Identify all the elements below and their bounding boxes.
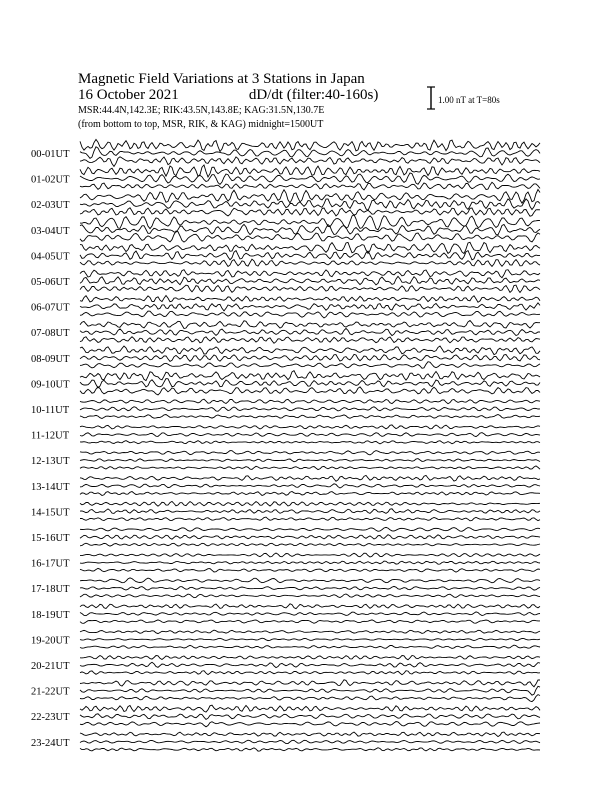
chart-title: Magnetic Field Variations at 3 Stations in Japan: [78, 71, 365, 87]
trace-msr: [80, 259, 540, 266]
hour-label: 08-09UT: [31, 353, 70, 365]
trace-rik: [80, 224, 540, 234]
trace-msr: [80, 441, 540, 444]
trace-kag: [80, 604, 540, 609]
trace-rik: [80, 354, 540, 361]
trace-msr: [80, 695, 540, 702]
hour-label: 10-11UT: [31, 405, 70, 416]
scale-label: 1.00 nT at T=80s: [438, 95, 500, 105]
trace-msr: [80, 285, 540, 292]
trace-rik: [80, 638, 540, 640]
trace-rik: [80, 484, 540, 488]
station-coordinates: MSR:44.4N,142.3E; RIK:43.5N,143.8E; KAG:31.5N,130.7E: [78, 105, 325, 116]
trace-kag: [80, 215, 540, 230]
hour-label: 17-18UT: [31, 584, 70, 596]
trace-msr: [80, 362, 540, 369]
trace-rik: [80, 535, 540, 540]
trace-msr: [80, 671, 540, 675]
hour-label: 05-06UT: [31, 277, 70, 288]
trace-msr: [80, 748, 540, 751]
station-order-note: (from bottom to top, MSR, RIK, & KAG) midnight=1500UT: [78, 119, 324, 130]
trace-kag: [80, 425, 540, 429]
trace-kag: [80, 656, 540, 660]
trace-rik: [80, 251, 540, 260]
trace-msr: [80, 311, 540, 318]
trace-kag: [80, 139, 540, 151]
trace-rik: [80, 433, 540, 437]
hour-label: 04-05UT: [31, 251, 70, 263]
hour-label: 12-13UT: [31, 456, 70, 468]
hour-label: 18-19UT: [31, 609, 70, 621]
trace-kag: [80, 732, 540, 737]
hour-label: 11-12UT: [31, 430, 70, 442]
trace-msr: [80, 543, 540, 546]
hour-label: 07-08UT: [31, 328, 70, 340]
trace-rik: [80, 379, 540, 388]
trace-msr: [80, 492, 540, 496]
trace-rik: [80, 740, 540, 743]
hour-label: 21-22UT: [31, 686, 70, 698]
trace-rik: [80, 686, 540, 695]
hour-label: 20-21UT: [31, 661, 70, 672]
trace-msr: [80, 387, 540, 395]
trace-rik: [80, 509, 540, 514]
trace-msr: [80, 594, 540, 598]
trace-msr: [80, 620, 540, 623]
trace-msr: [80, 157, 540, 167]
hour-label: 15-16UT: [31, 533, 70, 544]
trace-rik: [80, 328, 540, 335]
trace-msr: [80, 208, 540, 216]
trace-kag: [80, 346, 540, 355]
trace-rik: [80, 662, 540, 667]
trace-rik: [80, 561, 540, 564]
hour-label: 03-04UT: [31, 225, 70, 237]
trace-kag: [80, 553, 540, 557]
trace-rik: [80, 303, 540, 311]
trace-msr: [80, 415, 540, 419]
trace-kag: [80, 475, 540, 481]
hour-label: 09-10UT: [31, 379, 70, 391]
trace-rik: [80, 407, 540, 412]
hour-label: 23-24UT: [31, 737, 70, 749]
trace-kag: [80, 578, 540, 583]
trace-kag: [80, 501, 540, 506]
trace-kag: [80, 705, 540, 712]
trace-kag: [80, 321, 540, 329]
trace-rik: [80, 714, 540, 720]
trace-kag: [80, 630, 540, 634]
trace-rik: [80, 276, 540, 285]
trace-rik: [80, 199, 540, 211]
trace-kag: [80, 270, 540, 278]
hour-label: 01-02UT: [31, 174, 70, 186]
trace-kag: [80, 399, 540, 404]
trace-rik: [80, 586, 540, 590]
trace-msr: [80, 722, 540, 727]
hour-label: 22-23UT: [31, 712, 70, 724]
trace-kag: [80, 296, 540, 303]
trace-msr: [80, 466, 540, 470]
trace-kag: [80, 680, 540, 687]
hour-label: 06-07UT: [31, 302, 70, 314]
trace-rik: [80, 459, 540, 462]
trace-kag: [80, 451, 540, 455]
trace-rik: [80, 147, 540, 159]
trace-msr: [80, 568, 540, 572]
trace-msr: [80, 337, 540, 344]
trace-msr: [80, 645, 540, 648]
hour-label: 16-17UT: [31, 558, 70, 570]
trace-msr: [80, 517, 540, 521]
hour-label: 19-20UT: [31, 635, 70, 647]
trace-rik: [80, 612, 540, 616]
chart-date: 16 October 2021: [78, 87, 179, 103]
hour-label: 02-03UT: [31, 200, 70, 212]
filter-label: dD/dt (filter:40-160s): [248, 87, 379, 103]
trace-kag: [80, 371, 540, 381]
trace-msr: [80, 182, 540, 190]
hour-label: 14-15UT: [31, 507, 70, 519]
trace-rik: [80, 173, 540, 185]
hour-label: 13-14UT: [31, 481, 70, 493]
hour-label: 00-01UT: [31, 149, 70, 160]
trace-kag: [80, 527, 540, 531]
